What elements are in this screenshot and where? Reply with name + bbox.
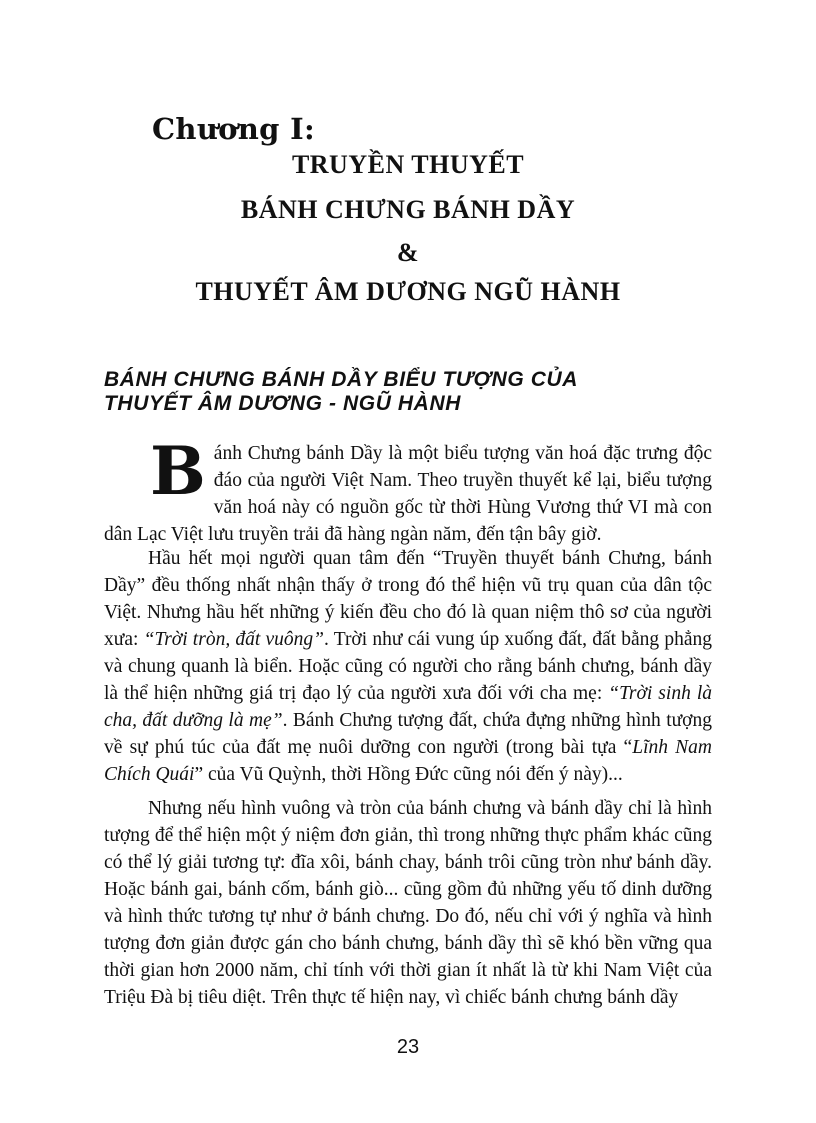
paragraph-2-part-1: Hầu hết mọi người quan tâm đến “Truyền thuyết bánh Chưng, bánh Dầy” đều thống nhất nhận thấy ở trong đó thể hiện vũ trụ quan của dân tộc Việt. Nhưng hầu hết những ý kiến đều cho đó là quan niệm thô sơ của người xưa: (104, 548, 712, 650)
page-number: 23 (396, 1036, 420, 1058)
chapter-title-ampersand: & (396, 238, 420, 267)
paragraph-3 (104, 795, 712, 1011)
section-title-line-1: BÁNH CHƯNG BÁNH DẦY BIỂU TƯỢNG CỦA (104, 368, 579, 391)
paragraph-2 (104, 545, 712, 788)
chapter-label: Chương I: (152, 112, 316, 146)
section-title-line-2: THUYẾT ÂM DƯƠNG - NGŨ HÀNH (104, 392, 461, 415)
drop-cap: B (150, 432, 206, 510)
chapter-title-line-3: THUYẾT ÂM DƯƠNG NGŨ HÀNH (195, 277, 621, 306)
paragraph-2-part-3: . Bánh Chưng tượng đất, chứa đựng những hình tượng về sự phú túc của đất mẹ nuôi dưỡng con người (trong bài tựa “ (104, 710, 712, 758)
paragraph-1 (104, 432, 712, 548)
paragraph-2-part-2: . Trời như cái vung úp xuống đất, đất bằng phẳng và chung quanh là biển. Hoặc cũng có người cho rằng bánh chưng, bánh dầy là thể hiện những giá trị đạo lý của người xưa đối với cha mẹ: (104, 629, 712, 704)
paragraph-2-part-4: ” của Vũ Quỳnh, thời Hồng Đức cũng nói đến ý này)... (194, 764, 623, 785)
chapter-title-line-2: BÁNH CHƯNG BÁNH DẦY (240, 195, 576, 224)
book-title-linh-nam-chich-quai: Lĩnh Nam Chích Quái (104, 737, 712, 785)
chapter-title-line-1: TRUYỀN THUYẾT (291, 150, 525, 179)
paragraph-3-text: Nhưng nếu hình vuông và tròn của bánh chưng và bánh dầy chỉ là hình tượng để thể hiện một ý niệm đơn giản, thì trong những thực phẩm khác cũng có thể lý giải tương tự: đĩa xôi, bánh chay, bánh trôi cũng tròn như bánh dầy. Hoặc bánh gai, bánh cốm, bánh giò... cũng gồm đủ những yếu tố dinh dưỡng và hình thức tương tự như ở bánh chưng. Do đó, nếu chỉ với ý nghĩa và hình tượng đơn giản được gán cho bánh chưng, bánh dầy thì sẽ khó bền vững qua thời gian hơn 2000 năm, chỉ tính với thời gian ít nhất là từ khi Nam Việt của Triệu Đà bị tiêu diệt. Trên thực tế hiện nay, vì chiếc bánh chưng bánh dầy (104, 798, 712, 1008)
quote-sky-round-earth-square: “Trời tròn, đất vuông” (143, 629, 324, 650)
paragraph-1-text: ánh Chưng bánh Dầy là một biểu tượng văn hoá đặc trưng độc đáo của người Việt Nam. Theo truyền thuyết kể lại, biểu tượng văn hoá này có nguồn gốc từ thời Hùng Vương thứ VI mà con dân Lạc Việt lưu truyền trải đã hàng ngàn năm, đến tận bây giờ. (104, 443, 712, 545)
quote-sky-father-earth-mother: “Trời sinh là cha, đất dưỡng là mẹ” (104, 683, 712, 731)
